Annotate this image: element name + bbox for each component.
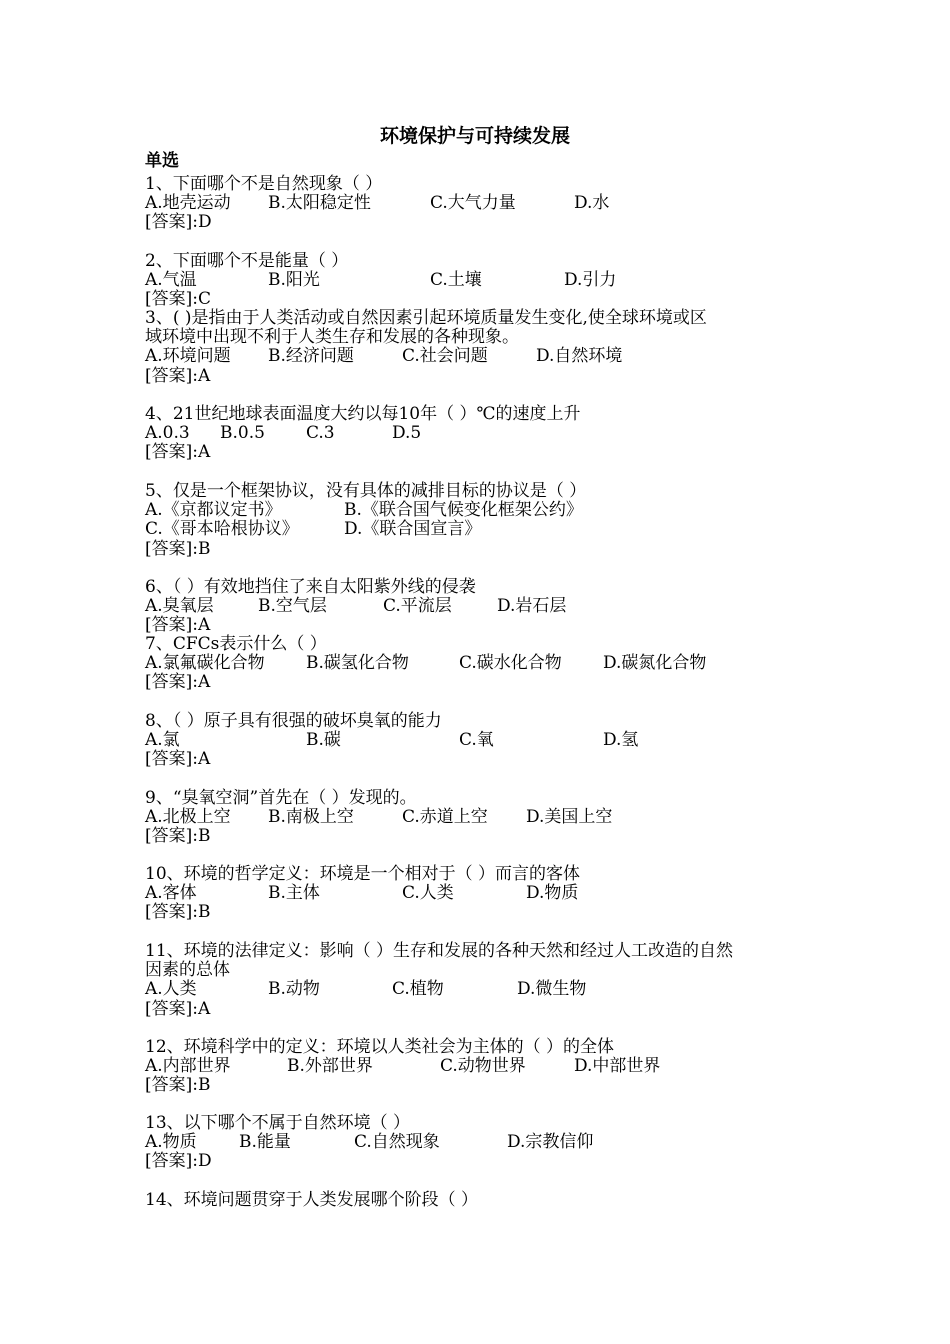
answer-option: A.地壳运动 <box>145 193 231 214</box>
document-title: 环境保护与可持续发展 <box>379 125 570 147</box>
answer-option: D.微生物 <box>517 979 587 1000</box>
answer-option: B.《联合国气候变化框架公约》 <box>344 500 583 521</box>
answer-option: D.碳氮化合物 <box>603 653 707 674</box>
answer-key: [答案]:A <box>145 672 211 693</box>
answer-option: D.宗教信仰 <box>507 1132 594 1153</box>
answer-option: B.经济问题 <box>268 346 354 367</box>
answer-option: C.动物世界 <box>440 1056 526 1077</box>
answer-option: C.平流层 <box>383 596 452 617</box>
answer-option: A.北极上空 <box>145 807 231 828</box>
question-stem: 13、以下哪个不属于自然环境（ ） <box>145 1113 411 1133</box>
answer-option: C.氧 <box>459 730 494 751</box>
question-stem: 10、环境的哲学定义：环境是一个相对于（ ）而言的客体 <box>145 864 581 884</box>
answer-option: D.岩石层 <box>497 596 567 617</box>
answer-key: [答案]:A <box>145 365 211 386</box>
answer-key: [答案]:A <box>145 442 211 463</box>
answer-option: C.社会问题 <box>402 346 488 367</box>
answer-option: A.《京都议定书》 <box>145 500 282 521</box>
question-stem: 7、CFCs表示什么（ ） <box>145 634 327 654</box>
answer-option: C.大气力量 <box>430 193 516 214</box>
question-stem: 12、环境科学中的定义：环境以人类社会为主体的（ ）的全体 <box>145 1037 615 1057</box>
answer-option: A.0.3 <box>145 423 190 444</box>
answer-option: B.主体 <box>268 883 320 904</box>
answer-option: A.臭氧层 <box>145 596 214 617</box>
answer-option: D.物质 <box>526 883 579 904</box>
question-stem: 2、下面哪个不是能量（ ） <box>145 251 349 271</box>
answer-option: D.水 <box>574 193 610 214</box>
answer-key: [答案]:A <box>145 749 211 770</box>
question-stem: 8、（ ）原子具有很强的破坏臭氧的能力 <box>145 711 442 731</box>
answer-key: [答案]:D <box>145 212 212 233</box>
answer-key: [答案]:A <box>145 998 211 1019</box>
answer-option: C.碳水化合物 <box>459 653 562 674</box>
answer-option: B.外部世界 <box>287 1056 373 1077</box>
question-stem: 14、环境问题贯穿于人类发展哪个阶段（ ） <box>145 1190 479 1210</box>
section-heading: 单选 <box>145 151 179 171</box>
answer-option: B.动物 <box>268 979 320 1000</box>
answer-option: A.人类 <box>145 979 197 1000</box>
question-stem: 域环境中出现不利于人类生存和发展的各种现象。 <box>145 327 519 348</box>
answer-option: D.氢 <box>603 730 639 751</box>
question-stem: 4、21世纪地球表面温度大约以每10年（ ）℃的速度上升 <box>145 404 581 424</box>
answer-option: B.阳光 <box>268 270 320 291</box>
answer-key: [答案]:A <box>145 615 211 636</box>
answer-key: [答案]:B <box>145 1075 211 1096</box>
answer-key: [答案]:C <box>145 289 211 310</box>
answer-option: A.气温 <box>145 270 197 291</box>
answer-option: A.环境问题 <box>145 346 231 367</box>
question-stem: 11、环境的法律定义：影响（ ）生存和发展的各种天然和经过人工改造的自然 <box>145 941 734 961</box>
answer-option: C.《哥本哈根协议》 <box>145 519 299 540</box>
answer-option: A.内部世界 <box>145 1056 231 1077</box>
answer-key: [答案]:B <box>145 902 211 923</box>
answer-option: D.中部世界 <box>574 1056 661 1077</box>
question-stem: 5、仅是一个框架协议，没有具体的减排目标的协议是（ ） <box>145 481 587 501</box>
answer-option: C.人类 <box>402 883 454 904</box>
answer-option: C.自然现象 <box>354 1132 440 1153</box>
answer-option: C.赤道上空 <box>402 807 488 828</box>
answer-option: C.土壤 <box>430 270 482 291</box>
answer-key: [答案]:B <box>145 826 211 847</box>
answer-option: B.碳氢化合物 <box>306 653 409 674</box>
answer-key: [答案]:D <box>145 1151 212 1172</box>
answer-option: B.0.5 <box>220 423 265 444</box>
answer-option: A.氯氟碳化合物 <box>145 653 265 674</box>
question-stem: 1、下面哪个不是自然现象（ ） <box>145 174 383 194</box>
answer-key: [答案]:B <box>145 538 211 559</box>
answer-option: B.能量 <box>239 1132 291 1153</box>
answer-option: D.自然环境 <box>536 346 623 367</box>
question-stem: 3、( )是指由于人类活动或自然因素引起环境质量发生变化,使全球环境或区 <box>145 308 707 328</box>
answer-option: D.《联合国宣言》 <box>344 519 482 540</box>
question-stem: 9、“臭氧空洞”首先在（ ）发现的。 <box>145 788 417 808</box>
answer-option: B.太阳稳定性 <box>268 193 371 214</box>
question-stem: 因素的总体 <box>145 960 230 981</box>
answer-option: B.南极上空 <box>268 807 354 828</box>
answer-option: C.植物 <box>392 979 444 1000</box>
answer-option: C.3 <box>306 423 335 444</box>
answer-option: B.空气层 <box>258 596 327 617</box>
answer-option: D.美国上空 <box>526 807 613 828</box>
answer-option: B.碳 <box>306 730 341 751</box>
answer-option: A.物质 <box>145 1132 197 1153</box>
answer-option: A.氯 <box>145 730 180 751</box>
question-stem: 6、（ ）有效地挡住了来自太阳紫外线的侵袭 <box>145 577 476 597</box>
answer-option: D.引力 <box>564 270 617 291</box>
answer-option: D.5 <box>392 423 422 444</box>
answer-option: A.客体 <box>145 883 197 904</box>
